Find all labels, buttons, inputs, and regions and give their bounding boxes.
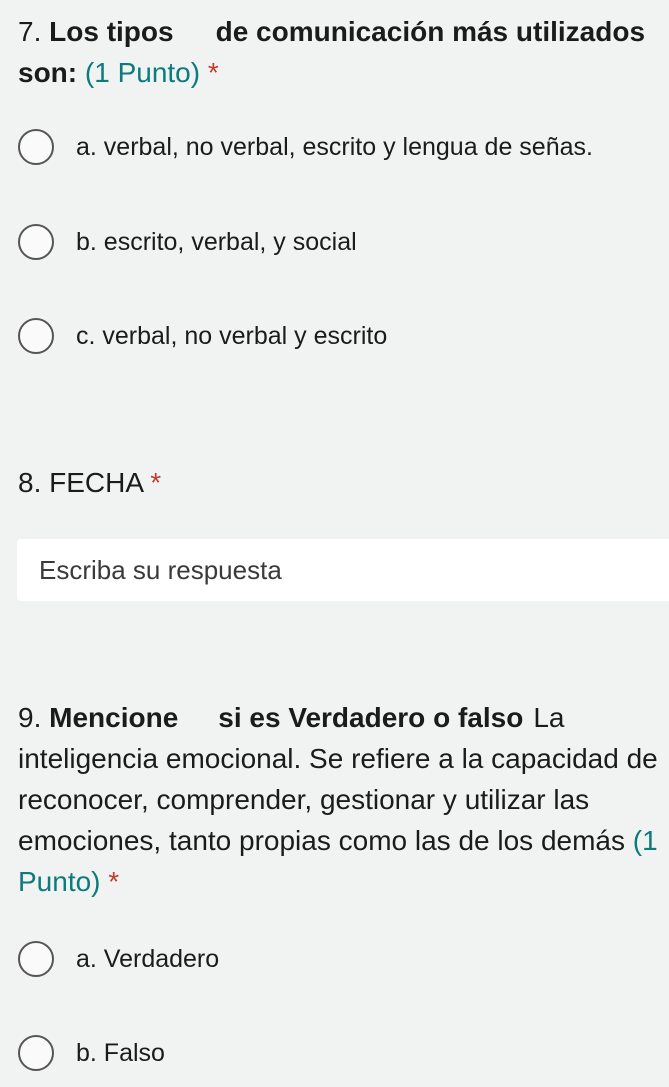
question-text-part1: Los tipos (49, 16, 174, 47)
radio-button[interactable] (18, 318, 54, 354)
question-text: FECHA (49, 467, 143, 498)
q7-option-a[interactable] (18, 125, 593, 169)
points-label: (1 Punto) (84, 57, 201, 88)
q9-option-a[interactable] (18, 937, 219, 981)
radio-button[interactable] (18, 129, 54, 165)
option-label: b. escrito, verbal, y social (76, 227, 357, 256)
date-answer-input[interactable] (17, 539, 669, 601)
question-number: 8. (18, 467, 42, 498)
q7-option-b[interactable] (18, 220, 357, 264)
q9-option-b[interactable] (18, 1031, 165, 1075)
question-8-title (18, 462, 161, 503)
question-9-title (18, 697, 666, 902)
q7-option-c[interactable] (18, 314, 387, 358)
question-7-title (18, 11, 658, 93)
answer-field-container (17, 539, 669, 601)
question-number: 9. (18, 702, 42, 733)
required-asterisk: * (207, 57, 219, 88)
required-asterisk: * (108, 866, 120, 897)
radio-button[interactable] (18, 224, 54, 260)
question-body: La inteligencia emocional. Se refiere a la capacidad de reconocer, comprender, gestionar y utilizar las emociones, tanto propias como las de los demás (18, 702, 658, 856)
option-label: c. verbal, no verbal y escrito (76, 321, 388, 350)
points-label: (1 Punto) (18, 825, 658, 897)
option-label: a. verbal, no verbal, escrito y lengua de señas. (76, 132, 593, 161)
required-asterisk: * (150, 467, 162, 498)
radio-button[interactable] (18, 1035, 54, 1071)
question-text-part2: si es Verdadero o falso (218, 702, 524, 733)
question-text-part2: de comunicación más utilizados son: (18, 16, 646, 88)
question-number: 7. (18, 16, 42, 47)
radio-button[interactable] (18, 941, 54, 977)
question-text-part1: Mencione (49, 702, 179, 733)
option-label: b. Falso (76, 1038, 165, 1067)
option-label: a. Verdadero (76, 944, 220, 973)
